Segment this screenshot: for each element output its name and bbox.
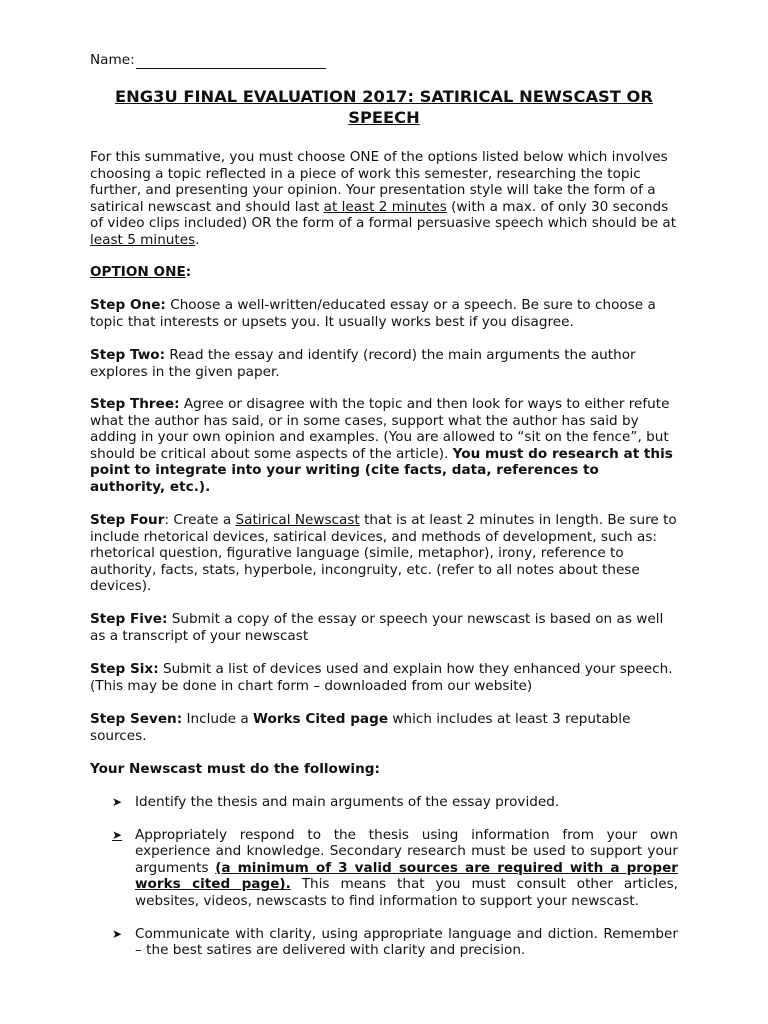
bullet-text-tail: This means that you must consult other articles, websites, videos, newscasts to find information to support your newscast. xyxy=(135,876,678,909)
step-bold-text: Works Cited page xyxy=(252,711,389,727)
step-five xyxy=(90,611,678,644)
intro-text-1: For this summative, you must choose ONE of the options listed below which involves choosing a topic reflected in a piece of work this semester, researching the topic further, and presenting your opinion. Your presentation style will take the form of a satirical newscast and should last xyxy=(90,149,668,215)
step-text: that is at least 2 minutes in length. Be sure to include rhetorical devices, satirical devices, and methods of development, such as: rhetorical question, figurative language (simile, metaphor), irony, reference to authority, facts, stats, hyperbole, incongruity, etc. (refer to all notes about these devices). xyxy=(90,512,677,595)
step-six xyxy=(90,661,678,694)
option-heading-colon: : xyxy=(185,264,192,280)
step-bold-text: You must do research at this point to integrate into your writing (cite facts, data, references to authority, etc.). xyxy=(90,445,673,495)
step-text: Submit a copy of the essay or speech your newscast is based on as well as a transcript of your newscast xyxy=(90,611,664,644)
step-text: Agree or disagree with the topic and then look for ways to either refute what the author has said, or in some cases, support what the author has said by adding in your own opinion and examples. (You are allowed to “sit on the fence”, but should be critical about some aspects of the article). xyxy=(90,396,670,462)
bullet-text: Communicate with clarity, using appropriate language and diction. Remember – the best satires are delivered with clarity and precision. xyxy=(135,925,678,959)
step-label: Step Four xyxy=(90,512,165,528)
requirements-list xyxy=(90,794,678,975)
bullet-bold-underlined-text: (a minimum of 3 valid sources are required with a proper works cited page). xyxy=(135,859,678,893)
intro-paragraph xyxy=(90,149,678,249)
arrow-bullet-icon: ➤ xyxy=(112,795,123,809)
name-field xyxy=(90,52,326,69)
requirements-heading: Your Newscast must do the following: xyxy=(90,761,380,777)
step-seven xyxy=(90,711,678,744)
step-text-pre: Include a xyxy=(182,711,253,727)
document-title: ENG3U FINAL EVALUATION 2017: SATIRICAL NEWSCAST OR SPEECH xyxy=(115,87,653,127)
step-one xyxy=(90,297,678,330)
step-underlined-text: Satirical Newscast xyxy=(235,512,360,528)
step-text: which includes at least 3 reputable sources. xyxy=(90,711,631,744)
step-two xyxy=(90,347,678,380)
arrow-bullet-icon: ➤ xyxy=(112,926,123,941)
step-label: Step Three: xyxy=(90,396,180,412)
list-item xyxy=(90,926,678,959)
step-label: Step Two: xyxy=(90,347,166,363)
step-label: Step One: xyxy=(90,297,166,313)
list-item xyxy=(90,794,678,811)
step-label: Step Seven: xyxy=(90,711,183,727)
arrow-bullet-icon: ➤ xyxy=(112,827,123,842)
list-item xyxy=(90,827,678,910)
step-text-pre: : Create a xyxy=(164,512,236,528)
step-text: Submit a list of devices used and explain how they enhanced your speech. (This may be done in chart form – downloaded from our website) xyxy=(90,661,673,694)
option-heading xyxy=(90,264,678,281)
intro-underline-2: least 5 minutes xyxy=(90,231,196,248)
bullet-text: Appropriately respond to the thesis using information from your own experience and knowledge. Secondary research must be used to support your arguments xyxy=(135,826,678,876)
step-label: Step Five: xyxy=(90,611,168,627)
name-blank-line xyxy=(136,54,326,69)
step-three xyxy=(90,396,678,496)
step-four xyxy=(90,512,678,595)
intro-underline-1: at least 2 minutes xyxy=(323,198,447,215)
intro-text-3: . xyxy=(195,231,200,248)
step-label: Step Six: xyxy=(90,661,159,677)
step-text: Choose a well-written/educated essay or a speech. Be sure to choose a topic that interests or upsets you. It usually works best if you disagree. xyxy=(90,297,656,330)
step-text: Read the essay and identify (record) the main arguments the author explores in the given paper. xyxy=(90,347,636,380)
option-heading-text: OPTION ONE xyxy=(90,264,186,280)
intro-text-2: (with a max. of only 30 seconds of video clips included) OR the form of a formal persuasive speech which should be at xyxy=(90,198,677,232)
name-label: Name: xyxy=(90,52,135,68)
bullet-text: Identify the thesis and main arguments of the essay provided. xyxy=(135,794,560,810)
